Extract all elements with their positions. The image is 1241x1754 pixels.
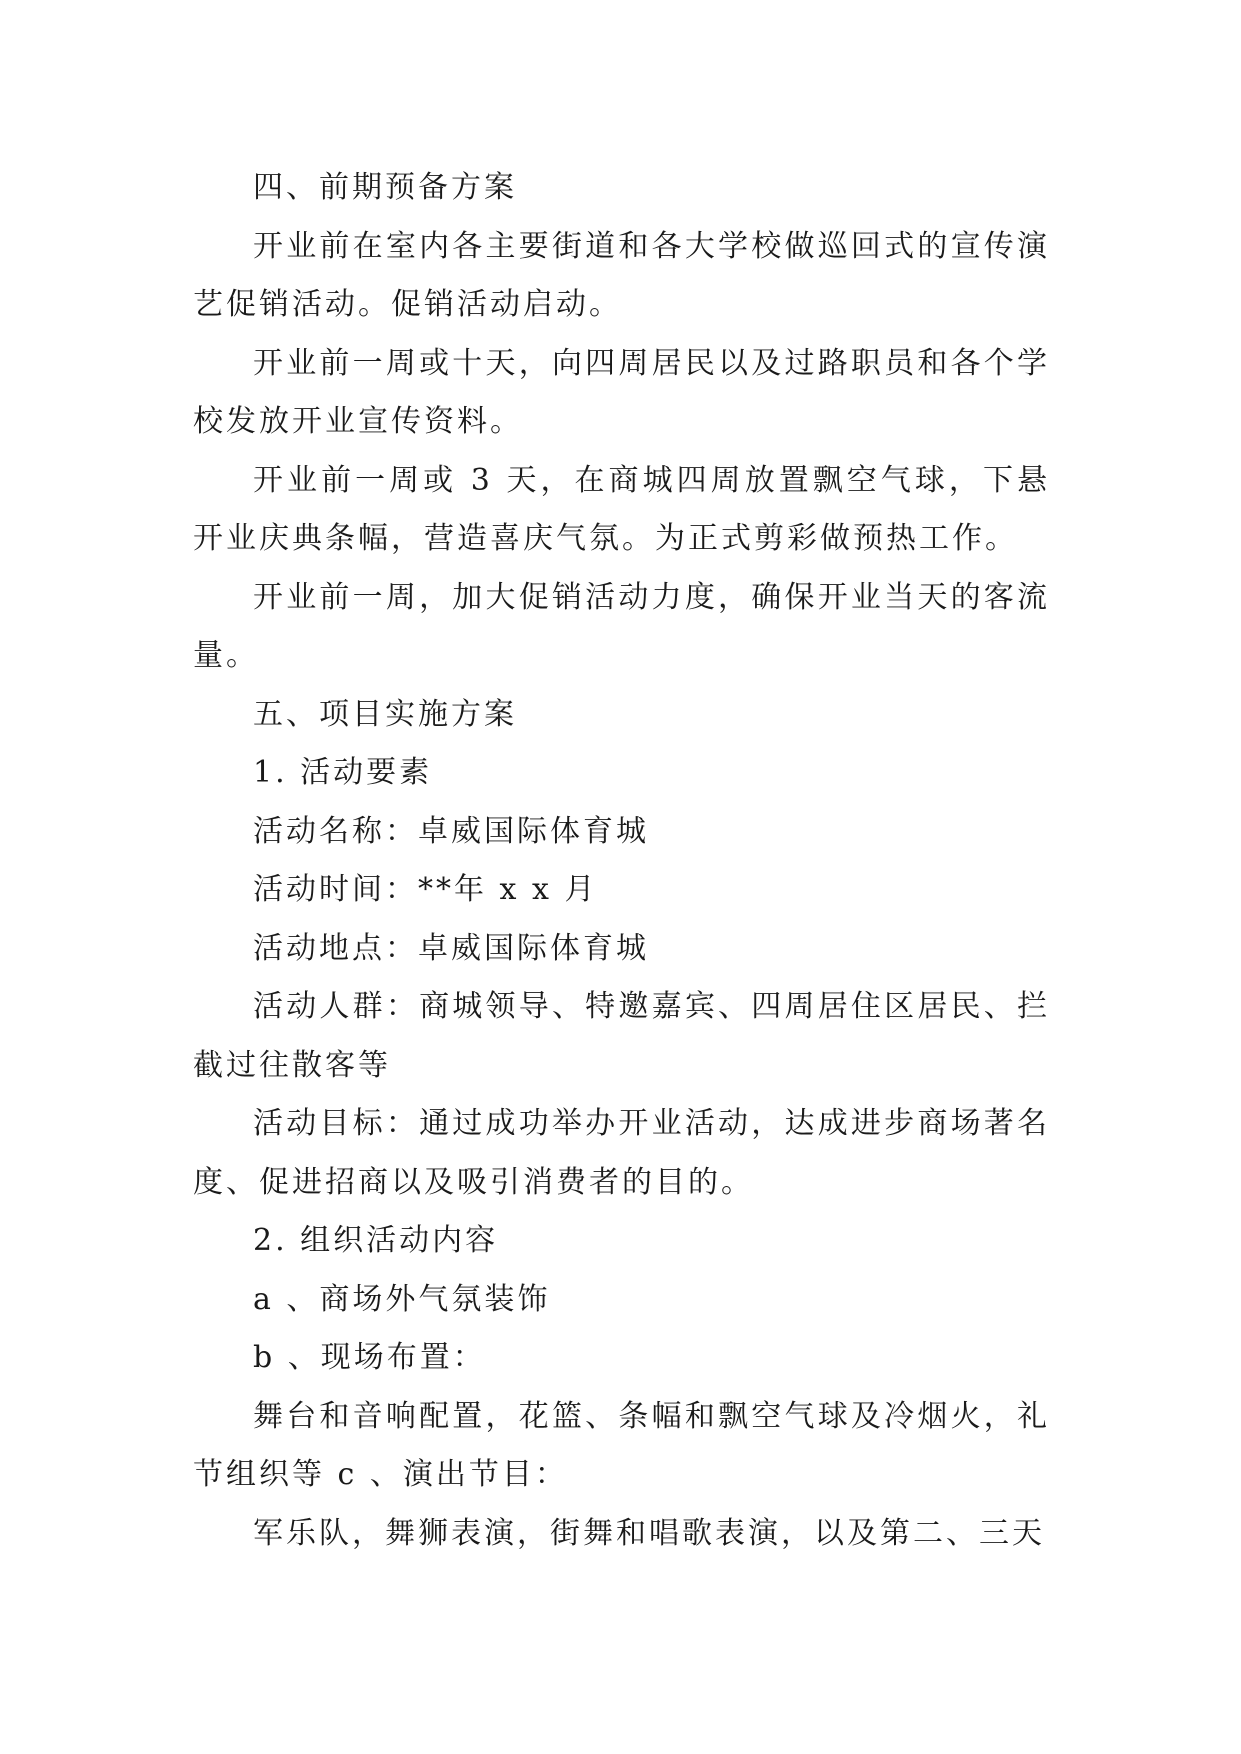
list-item-a: a 、商场外气氛装饰 xyxy=(253,1281,551,1317)
paragraph: 开业前一周，加大促销活动力度，确保开业当天的客流量。 xyxy=(193,579,1050,673)
paragraph: 开业前一周或十天，向四周居民以及过路职员和各个学校发放开业宣传资料。 xyxy=(193,345,1050,439)
paragraph: 开业前一周或 3 天，在商城四周放置飘空气球，下悬开业庆典条幅，营造喜庆气氛。为正式剪彩做预热工作。 xyxy=(193,462,1050,556)
activity-goal: 活动目标：通过成功举办开业活动，达成进步商场著名度、促进招商以及吸引消费者的目的。 xyxy=(193,1106,1050,1200)
paragraph: 开业前在室内各主要街道和各大学校做巡回式的宣传演艺促销活动。促销活动启动。 xyxy=(193,228,1050,322)
activity-location: 活动地点：卓威国际体育城 xyxy=(253,930,649,966)
document-body xyxy=(193,159,1050,1563)
paragraph: 舞台和音响配置，花篮、条幅和飘空气球及冷烟火，礼节组织等 c 、演出节目： xyxy=(193,1398,1050,1492)
activity-time: 活动时间：**年 x x 月 xyxy=(253,872,598,907)
subheading-activity-content: 2. 组织活动内容 xyxy=(253,1223,499,1258)
activity-audience: 活动人群：商城领导、特邀嘉宾、四周居住区居民、拦截过往散客等 xyxy=(193,989,1050,1083)
section-heading-4: 四、前期预备方案 xyxy=(253,170,517,205)
paragraph: 军乐队，舞狮表演，街舞和唱歌表演，以及第二、三天 xyxy=(253,1515,1045,1551)
section-heading-5: 五、项目实施方案 xyxy=(253,696,517,732)
subheading-activity-elements: 1. 活动要素 xyxy=(253,755,433,790)
list-item-b: b 、现场布置： xyxy=(253,1340,486,1375)
activity-name: 活动名称：卓威国际体育城 xyxy=(253,813,649,849)
